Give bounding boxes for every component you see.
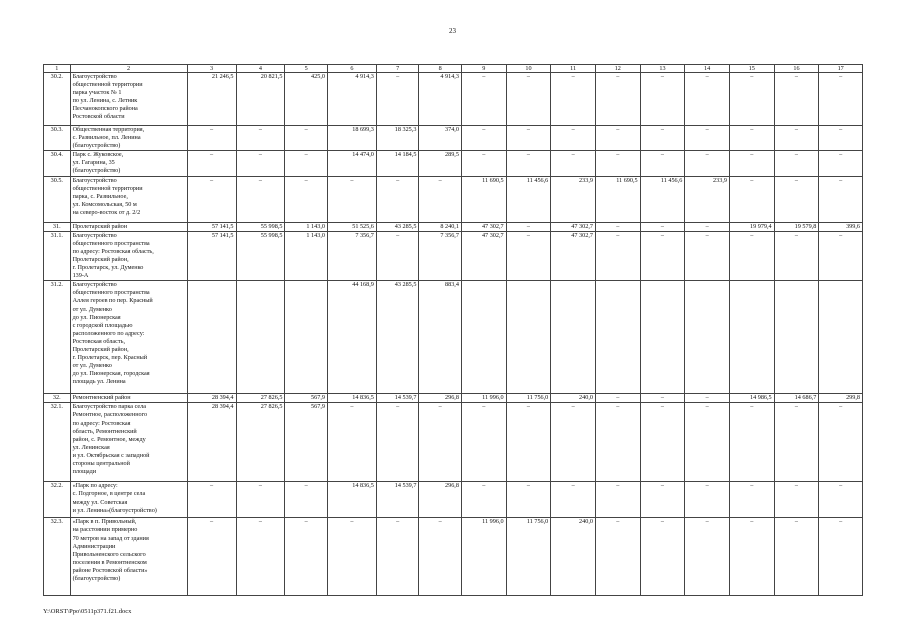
- header-row: [44, 65, 863, 73]
- value-cell: 18 699,3: [327, 126, 376, 151]
- value-cell: –: [376, 518, 419, 596]
- row-number-cell: 31.1.: [44, 231, 71, 281]
- value-cell: –: [774, 151, 819, 176]
- value-cell: –: [285, 151, 328, 176]
- value-cell: –: [819, 482, 863, 518]
- value-cell: 240,0: [551, 518, 596, 596]
- row-number-cell: 30.3.: [44, 126, 71, 151]
- row-number-cell: 30.4.: [44, 151, 71, 176]
- value-cell: 4 914,3: [419, 73, 462, 126]
- value-cell: 47 302,7: [461, 222, 506, 231]
- value-cell: 233,9: [551, 176, 596, 222]
- object-name-cell: Благоустройство общественной территории парка участок № 1 по ул. Ленина, с. Летник Песчанокопского района Ростовской области: [70, 73, 187, 126]
- value-cell: –: [774, 518, 819, 596]
- value-cell: –: [774, 126, 819, 151]
- row-number-cell: 32.1.: [44, 403, 71, 482]
- value-cell: [285, 281, 328, 394]
- value-cell: 296,8: [419, 394, 462, 403]
- value-cell: –: [327, 403, 376, 482]
- value-cell: 296,8: [419, 482, 462, 518]
- value-cell: –: [640, 151, 685, 176]
- value-cell: 14 836,5: [327, 394, 376, 403]
- value-cell: –: [327, 176, 376, 222]
- value-cell: 19 979,4: [729, 222, 774, 231]
- value-cell: –: [419, 176, 462, 222]
- value-cell: –: [640, 126, 685, 151]
- value-cell: –: [285, 176, 328, 222]
- table-row: [44, 73, 863, 126]
- value-cell: –: [819, 126, 863, 151]
- value-cell: –: [187, 176, 236, 222]
- value-cell: –: [551, 151, 596, 176]
- value-cell: –: [187, 126, 236, 151]
- value-cell: –: [640, 231, 685, 281]
- value-cell: –: [774, 482, 819, 518]
- value-cell: –: [236, 126, 285, 151]
- value-cell: –: [640, 482, 685, 518]
- value-cell: –: [595, 482, 640, 518]
- header-cell: 6: [327, 65, 376, 73]
- value-cell: 883,4: [419, 281, 462, 394]
- value-cell: –: [595, 394, 640, 403]
- table-row: [44, 222, 863, 231]
- value-cell: 11 996,0: [461, 394, 506, 403]
- table-row: [44, 482, 863, 518]
- value-cell: –: [640, 394, 685, 403]
- value-cell: 14 539,7: [376, 394, 419, 403]
- value-cell: 299,8: [819, 394, 863, 403]
- budget-table-container: [43, 64, 863, 596]
- object-name-cell: «Парк по адресу: с. Подгорное, в центре села между ул. Советская и ул. Ленина»(благоустройство): [70, 482, 187, 518]
- value-cell: –: [595, 403, 640, 482]
- header-cell: 12: [595, 65, 640, 73]
- header-cell: 7: [376, 65, 419, 73]
- table-header: [44, 65, 863, 73]
- value-cell: –: [461, 73, 506, 126]
- header-cell: 4: [236, 65, 285, 73]
- value-cell: –: [685, 73, 730, 126]
- page-number: 23: [449, 27, 456, 35]
- header-cell: 3: [187, 65, 236, 73]
- value-cell: 567,9: [285, 394, 328, 403]
- value-cell: –: [595, 151, 640, 176]
- file-path-footer: Y:\ORST\Ppo\0511p371.f21.docx: [43, 608, 132, 615]
- table-row: [44, 518, 863, 596]
- value-cell: –: [376, 403, 419, 482]
- value-cell: [506, 281, 551, 394]
- value-cell: 1 143,0: [285, 222, 328, 231]
- value-cell: –: [506, 231, 551, 281]
- value-cell: [819, 281, 863, 394]
- value-cell: –: [640, 518, 685, 596]
- value-cell: –: [551, 403, 596, 482]
- value-cell: –: [774, 73, 819, 126]
- value-cell: –: [327, 518, 376, 596]
- value-cell: –: [236, 518, 285, 596]
- row-number-cell: 31.: [44, 222, 71, 231]
- object-name-cell: Общественная территория, с. Развильное, пл. Ленина (благоустройство): [70, 126, 187, 151]
- value-cell: –: [551, 73, 596, 126]
- object-name-cell: Пролетарский район: [70, 222, 187, 231]
- value-cell: 21 246,5: [187, 73, 236, 126]
- value-cell: 11 756,0: [506, 518, 551, 596]
- value-cell: 57 141,5: [187, 231, 236, 281]
- value-cell: –: [819, 73, 863, 126]
- value-cell: 14 184,5: [376, 151, 419, 176]
- value-cell: 7 356,7: [419, 231, 462, 281]
- table-row: [44, 403, 863, 482]
- value-cell: 240,0: [551, 394, 596, 403]
- value-cell: –: [187, 518, 236, 596]
- table-row: [44, 231, 863, 281]
- value-cell: 11 996,0: [461, 518, 506, 596]
- value-cell: –: [729, 151, 774, 176]
- value-cell: 28 394,4: [187, 394, 236, 403]
- value-cell: –: [819, 176, 863, 222]
- value-cell: 43 285,5: [376, 222, 419, 231]
- value-cell: –: [685, 222, 730, 231]
- value-cell: –: [595, 518, 640, 596]
- value-cell: –: [551, 482, 596, 518]
- value-cell: [551, 281, 596, 394]
- value-cell: –: [595, 231, 640, 281]
- value-cell: 14 474,0: [327, 151, 376, 176]
- value-cell: –: [595, 73, 640, 126]
- object-name-cell: Парк с. Жуковское, ул. Гагарина, 35 (благоустройство): [70, 151, 187, 176]
- value-cell: [461, 281, 506, 394]
- value-cell: 43 285,5: [376, 281, 419, 394]
- value-cell: [640, 281, 685, 394]
- table-row: [44, 176, 863, 222]
- value-cell: –: [685, 403, 730, 482]
- table-row: [44, 281, 863, 394]
- value-cell: 11 456,6: [506, 176, 551, 222]
- header-cell: 2: [70, 65, 187, 73]
- value-cell: 567,9: [285, 403, 328, 482]
- header-cell: 9: [461, 65, 506, 73]
- value-cell: –: [187, 151, 236, 176]
- value-cell: –: [640, 73, 685, 126]
- value-cell: –: [595, 222, 640, 231]
- value-cell: –: [506, 73, 551, 126]
- value-cell: –: [285, 482, 328, 518]
- value-cell: –: [506, 222, 551, 231]
- value-cell: –: [729, 126, 774, 151]
- value-cell: 18 325,3: [376, 126, 419, 151]
- value-cell: 425,0: [285, 73, 328, 126]
- value-cell: –: [685, 482, 730, 518]
- table-body: [44, 73, 863, 596]
- value-cell: –: [729, 482, 774, 518]
- value-cell: –: [819, 403, 863, 482]
- row-number-cell: 30.5.: [44, 176, 71, 222]
- table-row: [44, 394, 863, 403]
- value-cell: 14 539,7: [376, 482, 419, 518]
- value-cell: –: [819, 518, 863, 596]
- value-cell: –: [774, 176, 819, 222]
- value-cell: –: [236, 176, 285, 222]
- value-cell: –: [729, 231, 774, 281]
- value-cell: –: [236, 151, 285, 176]
- value-cell: 47 302,7: [551, 231, 596, 281]
- value-cell: 57 141,5: [187, 222, 236, 231]
- value-cell: –: [685, 231, 730, 281]
- value-cell: [729, 281, 774, 394]
- row-number-cell: 32.2.: [44, 482, 71, 518]
- value-cell: –: [506, 126, 551, 151]
- object-name-cell: Благоустройство общественной территории парка, с. Развильное, ул. Комсомольская, 50 м на северо-восток от д. 2/2: [70, 176, 187, 222]
- value-cell: 55 998,5: [236, 231, 285, 281]
- value-cell: –: [461, 482, 506, 518]
- value-cell: –: [685, 126, 730, 151]
- value-cell: 44 168,9: [327, 281, 376, 394]
- value-cell: 7 356,7: [327, 231, 376, 281]
- value-cell: 399,6: [819, 222, 863, 231]
- header-cell: 16: [774, 65, 819, 73]
- value-cell: 14 836,5: [327, 482, 376, 518]
- value-cell: 11 756,0: [506, 394, 551, 403]
- row-number-cell: 31.2.: [44, 281, 71, 394]
- table-row: [44, 126, 863, 151]
- value-cell: –: [774, 231, 819, 281]
- header-cell: 5: [285, 65, 328, 73]
- value-cell: [187, 281, 236, 394]
- value-cell: –: [640, 222, 685, 231]
- value-cell: –: [461, 403, 506, 482]
- budget-table: [43, 64, 863, 596]
- value-cell: 19 579,8: [774, 222, 819, 231]
- value-cell: 27 826,5: [236, 403, 285, 482]
- value-cell: –: [419, 518, 462, 596]
- value-cell: –: [376, 176, 419, 222]
- value-cell: 4 914,3: [327, 73, 376, 126]
- value-cell: –: [419, 403, 462, 482]
- value-cell: [595, 281, 640, 394]
- object-name-cell: Благоустройство общественного пространства по адресу: Ростовская область, Пролетарский район, г. Пролетарск, ул. Думенко 139-А: [70, 231, 187, 281]
- value-cell: –: [461, 126, 506, 151]
- table-row: [44, 151, 863, 176]
- header-cell: 14: [685, 65, 730, 73]
- value-cell: –: [285, 126, 328, 151]
- header-cell: 1: [44, 65, 71, 73]
- value-cell: –: [236, 482, 285, 518]
- value-cell: –: [729, 403, 774, 482]
- value-cell: –: [187, 482, 236, 518]
- object-name-cell: Ремонтненский район: [70, 394, 187, 403]
- header-cell: 8: [419, 65, 462, 73]
- value-cell: –: [506, 403, 551, 482]
- value-cell: –: [376, 73, 419, 126]
- value-cell: –: [819, 231, 863, 281]
- row-number-cell: 32.: [44, 394, 71, 403]
- value-cell: 289,5: [419, 151, 462, 176]
- header-cell: 10: [506, 65, 551, 73]
- value-cell: –: [729, 73, 774, 126]
- value-cell: –: [376, 231, 419, 281]
- value-cell: 55 998,5: [236, 222, 285, 231]
- value-cell: –: [285, 518, 328, 596]
- value-cell: 374,0: [419, 126, 462, 151]
- value-cell: 11 690,5: [595, 176, 640, 222]
- value-cell: 47 302,7: [551, 222, 596, 231]
- value-cell: –: [685, 394, 730, 403]
- value-cell: –: [595, 126, 640, 151]
- value-cell: –: [461, 151, 506, 176]
- value-cell: [685, 281, 730, 394]
- value-cell: –: [551, 126, 596, 151]
- header-cell: 13: [640, 65, 685, 73]
- value-cell: [236, 281, 285, 394]
- value-cell: 14 986,5: [729, 394, 774, 403]
- object-name-cell: Благоустройство общественного пространства Аллея героев по пер. Красный от ул. Думенко до ул. Пионерская с городской площадью расположенного по адресу: Ростовская область, Пролетарский район, г. Пролетарск, пер. Красный от ул. Думенко до ул. Пионерская, городская площадь ул. Ленина: [70, 281, 187, 394]
- value-cell: 1 143,0: [285, 231, 328, 281]
- value-cell: –: [685, 151, 730, 176]
- value-cell: –: [729, 176, 774, 222]
- row-number-cell: 32.3.: [44, 518, 71, 596]
- value-cell: 47 302,7: [461, 231, 506, 281]
- header-cell: 11: [551, 65, 596, 73]
- value-cell: –: [506, 482, 551, 518]
- value-cell: 27 826,5: [236, 394, 285, 403]
- row-number-cell: 30.2.: [44, 73, 71, 126]
- value-cell: [774, 281, 819, 394]
- header-cell: 17: [819, 65, 863, 73]
- value-cell: 11 456,6: [640, 176, 685, 222]
- value-cell: 8 240,1: [419, 222, 462, 231]
- value-cell: –: [819, 151, 863, 176]
- value-cell: –: [506, 151, 551, 176]
- value-cell: 20 821,5: [236, 73, 285, 126]
- value-cell: 14 686,7: [774, 394, 819, 403]
- value-cell: 11 690,5: [461, 176, 506, 222]
- object-name-cell: Благоустройство парка села Ремонтное, расположенного по адресу: Ростовская область, Ремонтненский район, с. Ремонтное, между ул. Ленинская и ул. Октябрьская с западной стороны центральной площади: [70, 403, 187, 482]
- value-cell: –: [640, 403, 685, 482]
- value-cell: –: [774, 403, 819, 482]
- object-name-cell: «Парк в п. Привольный, на расстоянии примерно 70 метров на запад от здания Администрации Привольненского сельского поселения в Ремонтненском районе Ростовской области» (благоустройство): [70, 518, 187, 596]
- value-cell: –: [729, 518, 774, 596]
- value-cell: –: [685, 518, 730, 596]
- value-cell: 51 525,6: [327, 222, 376, 231]
- value-cell: 28 394,4: [187, 403, 236, 482]
- value-cell: 233,9: [685, 176, 730, 222]
- header-cell: 15: [729, 65, 774, 73]
